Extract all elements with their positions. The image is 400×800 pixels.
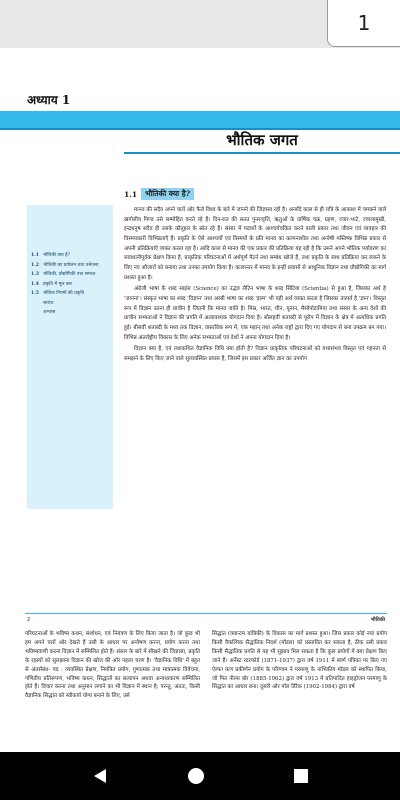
chapter-banner: [0, 111, 400, 128]
back-triangle-icon: [91, 767, 109, 785]
contents-item: [31, 270, 113, 280]
contents-item-label: भौतिकी क्या है?: [43, 253, 71, 258]
contents-item: [31, 251, 113, 261]
body-paragraph: अंग्रेजी भाषा के शब्द साइंस (Science) का उद्भव लैटिन भाषा के शब्द सिंटिया (Scientia) से हुआ है, जिसका अर्थ है 'जानना'। संस्कृत भाषा का शब्द 'विज्ञान' तथा अरबी भाषा का शब्द 'इल्म' भी यही अर्थ व्यक्त करता है जिसका तात्पर्य है 'ज्ञान'। विस्तृत रूप में विज्ञान उतना ही प्राचीन है जितनी कि मानव जाति है। मिस्र, भारत, चीन, यूनान, मैसोपोटामिया तथा संसार के अन्य देशों की प्राचीन सभ्यताओं ने विज्ञान की प्रगति में अत्यावश्यक योगदान दिया है। सोलहवीं शताब्दी से यूरोप में विज्ञान के क्षेत्र में अत्यधिक प्रगति हुई। बीसवीं शताब्दी के मध्य तक विज्ञान, वास्तविक रूप में, एक महान् तथा अनेक राष्ट्रों द्वारा दिए गए योगदान से बना उपक्रम बन गया। विभिन्न अंतर्राष्ट्रीय विकास के लिए अनेक सभ्यताओं एवं देशों ने अपना योगदान दिया है।: [124, 286, 386, 341]
contents-summary: सारांश: [43, 300, 54, 306]
main-text-column: [124, 188, 386, 367]
body-paragraph: मानव की सदैव अपने चारों ओर फैले विश्व के बारे में जानने की जिज्ञासा रही है। अनादि काल से ही रात्रि के आकाश में चमकने वाले खगोलीय पिण्ड उसे सम्मोहित करते रहे हैं। दिन-रात की सतत पुनरावृत्ति, ऋतुओं के वार्षिक चक्र, ग्रहण, ज्वार-भाटे, ज्वालामुखी, इन्द्रधनुष सदैव ही उसके कौतूहल के स्रोत रहे हैं। संसार में पदार्थों के आश्चर्यचकित करने वाली प्रकार तथा जीवन एवं व्यवहार की विस्मयकारी विभिन्नताएँ हैं। प्रकृति के ऐसे आश्चर्यों एवं विस्मयों के प्रति मानव का कल्पनाशील तथा अन्वेषी मस्तिष्क विभिन्न प्रकार से अपनी प्रतिक्रियाएँ व्यक्त करता रहा है। आदि काल से मानव की एक प्रकार की प्रतिक्रिया यह रही है कि उसने अपने भौतिक पर्यावरण का सावधानीपूर्वक प्रेक्षण किया है, प्राकृतिक परिघटनाओं में अर्थपूर्ण पैटर्न तथा सम्बंध खोजे हैं, तथा प्रकृति के साथ प्रतिक्रिया कर सकने के लिए नए औजारों को बनाया तथा उनका उपयोग किया है। कालान्तर में मानव के इन्हीं प्रयासों से आधुनिक विज्ञान तथा प्रौद्योगिकी का मार्ग प्रशस्त हुआ है।: [124, 207, 386, 281]
contents-item-number: 1.5: [31, 291, 39, 296]
contents-item: [31, 261, 113, 271]
contents-list: [27, 205, 113, 299]
contents-item-number: 1.3: [31, 272, 39, 277]
page-footer: [25, 613, 387, 628]
section-title: भौतिकी क्या है?: [141, 188, 194, 200]
contents-item-label: भौतिकी का प्रयोजन तथा उत्तेजना: [43, 262, 99, 268]
section-number: 1.1: [124, 189, 138, 199]
chapter-label: अध्याय 1: [27, 93, 71, 107]
viewer-top-bar: [0, 0, 400, 48]
footer-running-head: भौतिकी: [370, 617, 385, 623]
next-page-right-column: सिद्धांत (क्वान्टम यांत्रिकी) के विकास का मार्ग प्रशस्त हुआ। जिस प्रकार कोई नया प्रयोग किसी वैकल्पिक सैद्धांतिक निदर्श (मॉडल) को प्रस्तावित कर सकता है, ठीक उसी प्रकार किसी सैद्धांतिक प्रगति से यह भी सुझाव मिल सकता है कि कुछ प्रयोगों में क्या प्रेक्षण किए जाने हैं। अर्नेस्ट रदरफोर्ड (1871-1937) द्वारा वर्ष 1911 में स्वर्ण पत्रिका पर किए गए ऐल्फा कण प्रकीर्णन प्रयोग के परिणाम ने परमाणु के नाभिकीय मॉडल को स्थापित किया, जो फिर नील्स बोर (1885-1962) द्वारा वर्ष 1913 में प्रतिपादित हाइड्रोजन परमाणु के सिद्धांत का आधार बना। दूसरी ओर पॉल डिरैक (1902-1984) द्वारा वर्ष: [212, 631, 387, 691]
next-page-left-column: परिघटनाओं के भविष्य कथन, संशोधन, एवं नियंत्रण के लिए किया जाता है। जो कुछ भी हम अपने चारों ओर देखते हैं उसी के आधार पर अन्वेषण करना, प्रयोग करना तथा भविष्यवाणी करना विज्ञान में सम्मिलित होते हैं। संसार के बारे में सीखने की जिज्ञासा, प्रकृति के रहस्यों को सुलझाना विज्ञान की खोज की ओर पहला चरण है। 'वैज्ञानिक विधि' में बहुत से अंतर्संबंध- पद : व्यवस्थित प्रेक्षण, नियंत्रित प्रयोग, गुणात्मक तथा मात्रात्मक विवेचना, गणितीय प्रतिरूपण, भविष्य कथन, सिद्धांतों का सत्यापन अथवा अन्यथाकरण सम्मिलित होते हैं। विचार करना तथा अनुमान लगाने का भी विज्ञान में स्थान है; परन्तु, अंततः, किसी वैज्ञानिक सिद्धांत को स्वीकार्य योग्य बनाने के लिए, उसे: [25, 631, 200, 700]
home-circle-icon: [187, 767, 205, 785]
section-heading: [124, 188, 386, 200]
contents-exercises: अभ्यास: [43, 310, 56, 315]
document-page: [0, 48, 400, 752]
next-page-preview: [25, 630, 387, 701]
contents-item-number: 1.2: [31, 262, 39, 268]
chapter-contents-panel: [27, 205, 113, 509]
chapter-title: भौतिक जगत: [226, 131, 298, 149]
contents-item: [31, 280, 113, 290]
chapter-title-box: [124, 128, 400, 154]
contents-item-label: भौतिकी, प्रौद्योगिकी तथा समाज: [43, 272, 96, 277]
contents-item-label: प्रकृति में मूल बल: [43, 281, 72, 287]
home-button[interactable]: [184, 764, 208, 788]
system-navigation-bar: [0, 752, 400, 800]
recents-button[interactable]: [289, 764, 313, 788]
footer-page-number: 2: [27, 617, 31, 623]
contents-item-label: भौतिक नियमों की प्रकृति: [43, 291, 85, 296]
contents-item-number: 1.4: [31, 281, 39, 287]
page-number-badge[interactable]: 1: [327, 0, 400, 47]
recents-square-icon: [292, 767, 310, 785]
contents-item-number: 1.1: [31, 253, 39, 258]
body-paragraph: विज्ञान क्या है, एवं तथाकथित वैज्ञानिक विधि क्या होती है? विज्ञान प्राकृतिक परिघटनाओं को यथासंभव विस्तृत एवं गहनता से समझने के लिए किए जाने वाले सुव्यवस्थित प्रयास हैं, जिसमें इस प्रकार अर्जित ज्ञान का उपयोग: [124, 346, 386, 362]
contents-item: [31, 289, 113, 299]
back-button[interactable]: [88, 764, 112, 788]
